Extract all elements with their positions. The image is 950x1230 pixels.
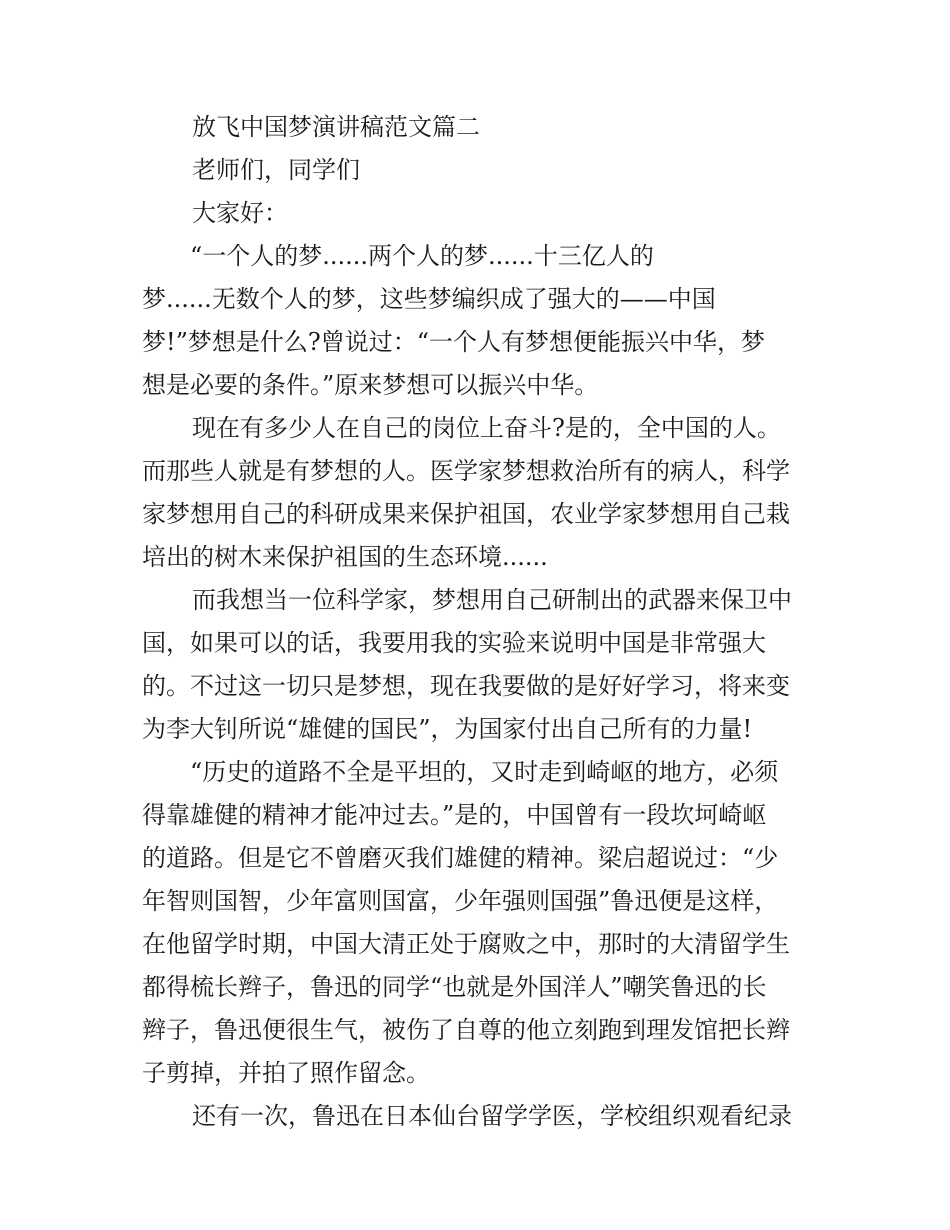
salutation: 老师们，同学们 <box>192 156 360 184</box>
text-line: 培出的树木来保护祖国的生态环境...... <box>142 543 548 571</box>
text-line: 为李大钊所说“雄健的国民”，为国家付出自己所有的力量! <box>142 715 753 743</box>
text-line: 的道路。但是它不曾磨灭我们雄健的精神。梁启超说过：“少 <box>142 844 779 872</box>
text-line: 在他留学时期，中国大清正处于腐败之中，那时的大清留学生 <box>142 930 790 958</box>
text-line: 的。不过这一切只是梦想，现在我要做的是好好学习，将来变 <box>142 672 790 700</box>
text-line: 国，如果可以的话，我要用我的实验来说明中国是非常强大 <box>142 629 766 657</box>
text-line: 都得梳长辫子，鲁迅的同学“也就是外国洋人”嘲笑鲁迅的长 <box>142 973 767 1001</box>
text-line: 而那些人就是有梦想的人。医学家梦想救治所有的病人，科学 <box>142 457 790 485</box>
greeting: 大家好： <box>192 199 288 227</box>
text-line: 辫子，鲁迅便很生气，被伤了自尊的他立刻跑到理发馆把长辫 <box>142 1016 790 1044</box>
text-line: 而我想当一位科学家，梦想用自己研制出的武器来保卫中 <box>192 586 792 614</box>
text-line: 年智则国智，少年富则国富，少年强则国强”鲁迅便是这样， <box>142 887 779 915</box>
text-line: 现在有多少人在自己的岗位上奋斗?是的，全中国的人。 <box>192 414 781 442</box>
text-line: 梦!”梦想是什么?曾说过：“一个人有梦想便能振兴中华，梦 <box>142 328 766 356</box>
text-line: 想是必要的条件。”原来梦想可以振兴中华。 <box>142 371 599 399</box>
document-title: 放飞中国梦演讲稿范文篇二 <box>192 113 480 141</box>
text-line: 梦......无数个人的梦，这些梦编织成了强大的——中国 <box>142 285 716 313</box>
text-line: 得靠雄健的精神才能冲过去。”是的，中国曾有一段坎坷崎岖 <box>142 801 767 829</box>
text-line: 家梦想用自己的科研成果来保护祖国，农业学家梦想用自己栽 <box>142 500 790 528</box>
text-line: 还有一次，鲁迅在日本仙台留学学医，学校组织观看纪录 <box>192 1102 792 1130</box>
text-line: 子剪掉，并拍了照作留念。 <box>142 1059 430 1087</box>
text-line: “一个人的梦......两个人的梦......十三亿人的 <box>190 242 654 270</box>
text-line: “历史的道路不全是平坦的，又时走到崎岖的地方，必须 <box>190 758 779 786</box>
